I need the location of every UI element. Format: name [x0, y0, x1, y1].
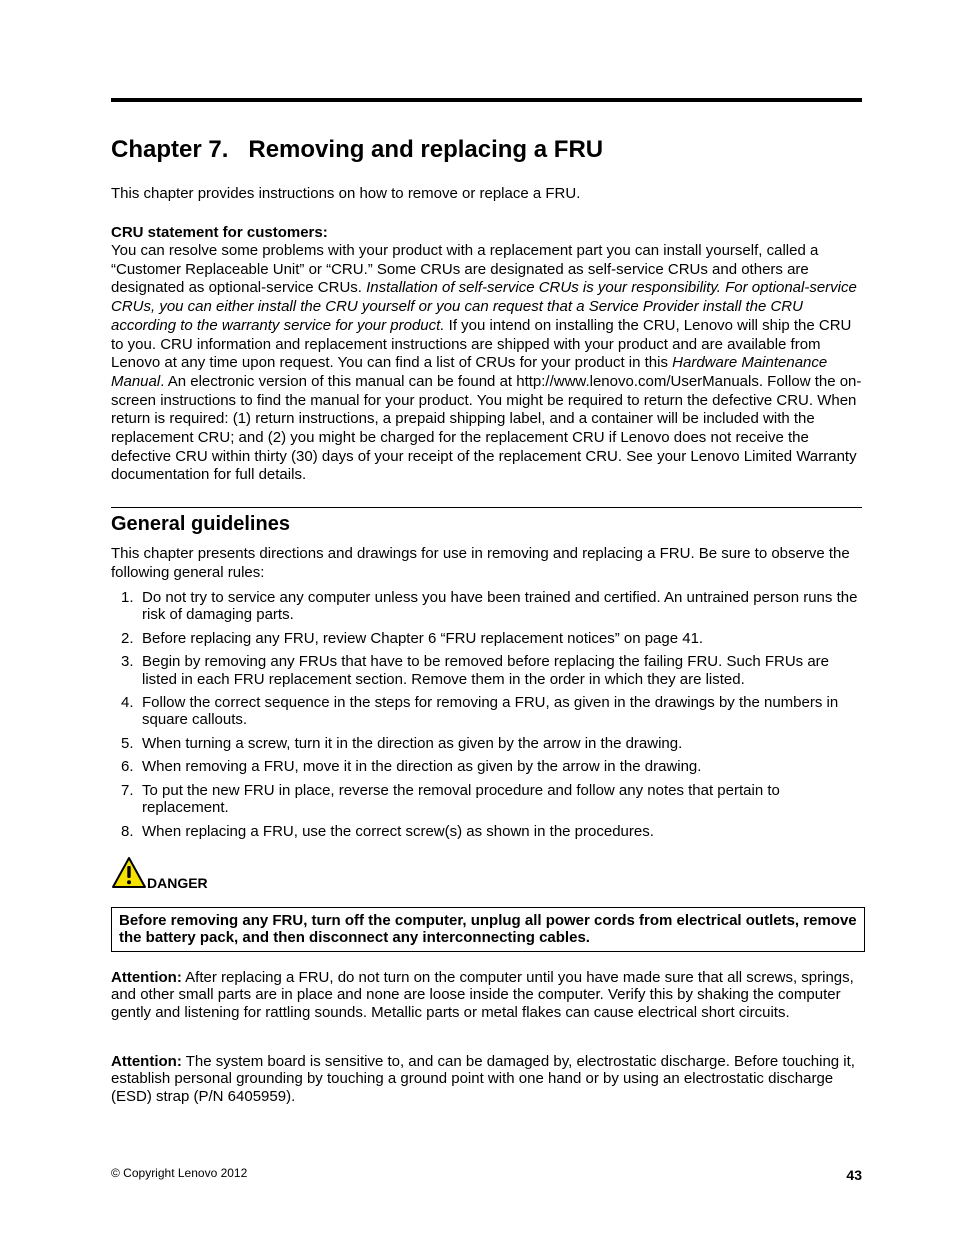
attention-label: Attention:: [111, 969, 182, 986]
chapter-name: Removing and replacing a FRU: [248, 136, 604, 163]
guidelines-intro: This chapter presents directions and drawings for use in removing and replacing a FRU. Be sure to observe the following general rules:: [111, 545, 850, 581]
list-number: 6.: [121, 758, 134, 776]
list-text: When turning a screw, turn it in the direction as given by the arrow in the drawing.: [142, 734, 683, 752]
cru-text-3: . An electronic version of this manual can be found at http://www.lenovo.com/UserManuals. Follow the on-screen instructions to find the manual for your product. You might be required to return the defective CRU. When return is required: (1) return instructions, a prepaid shipping label, and a container will be included with the replacement CRU; and (2) you might be charged for the replacement CRU if Lenovo does not receive the defective CRU within thirty (30) days of your receipt of the replacement CRU. See your Lenovo Limited Warranty documentation for full details.: [111, 372, 862, 484]
cru-manual-title: Hardware Maintenance Manual: [111, 354, 828, 390]
section-rule: [111, 507, 862, 508]
list-text: Before replacing any FRU, review Chapter 6 “FRU replacement notices” on page 41.: [142, 629, 704, 647]
chapter-title: [111, 134, 603, 166]
list-text: Do not try to service any computer unless you have been trained and certified. An untrained person runs the risk of damaging parts.: [142, 589, 858, 624]
list-text: When replacing a FRU, use the correct screw(s) as shown in the procedures.: [142, 822, 654, 840]
warning-triangle-icon: [111, 856, 147, 889]
list-item: [111, 630, 862, 647]
list-number: 1.: [121, 589, 134, 606]
list-item: [111, 694, 862, 729]
list-item: [111, 589, 862, 624]
list-item: [111, 758, 862, 775]
list-number: 5.: [121, 734, 134, 752]
list-text: Follow the correct sequence in the steps for removing a FRU, as given in the drawings by the numbers in square callouts.: [142, 694, 839, 729]
attention-text: The system board is sensitive to, and can be damaged by, electrostatic discharge. Before touching it, establish personal grounding by touching a ground point with one hand or by using an electrostatic discharge (ESD) strap (P/N 6405959).: [111, 1053, 855, 1105]
list-number: 2.: [121, 629, 134, 647]
chapter-intro: This chapter provides instructions on how to remove or replace a FRU.: [111, 185, 581, 202]
attention-notice-2: [111, 1053, 862, 1105]
list-item: [111, 653, 862, 688]
danger-heading: [111, 856, 411, 892]
list-number: 7.: [121, 781, 134, 799]
danger-notice: Before removing any FRU, turn off the computer, unplug all power cords from electrical outlets, remove the battery pack, and then disconnect any interconnecting cables.: [111, 907, 865, 952]
list-number: 8.: [121, 822, 134, 840]
list-text: When removing a FRU, move it in the direction as given by the arrow in the drawing.: [142, 758, 702, 776]
cru-heading: CRU statement for customers:: [111, 224, 328, 241]
section-title: General guidelines: [111, 513, 290, 535]
list-item: [111, 735, 862, 752]
attention-text: After replacing a FRU, do not turn on the computer until you have made sure that all screws, springs, and other small parts are in place and none are loose inside the computer. Verify this by shaking the computer gently and listening for rattling sounds. Metallic parts or metal flakes can cause electrical short circuits.: [111, 969, 854, 1021]
list-item: [111, 782, 862, 817]
list-text: Begin by removing any FRUs that have to be removed before replacing the failing FRU. Such FRUs are listed in each FRU replacement section. Remove them in the order in which they are listed.: [142, 653, 829, 688]
top-rule: [111, 98, 862, 102]
guidelines-list: [111, 589, 862, 846]
list-item: [111, 823, 862, 840]
attention-label: Attention:: [111, 1053, 182, 1070]
danger-label: DANGER: [147, 875, 208, 891]
page-number: 43: [846, 1167, 862, 1183]
attention-notice-1: [111, 969, 862, 1021]
list-text: To put the new FRU in place, reverse the removal procedure and follow any notes that pertain to replacement.: [142, 781, 780, 817]
cru-text-italic-1: Installation of self-service CRUs is your responsibility. For optional-service CRUs, you can either install the CRU yourself or you can request that a Service Provider install the CRU according to the warranty service for your product.: [111, 279, 857, 334]
copyright: © Copyright Lenovo 2012: [111, 1166, 248, 1180]
cru-text-1: You can resolve some problems with your product with a replacement part you can install yourself, called a “Customer Replaceable Unit” or “CRU.” Some CRUs are designated as self-service CRUs and others are designated as optional-service CRUs.: [111, 242, 819, 297]
list-number: 4.: [121, 694, 134, 712]
cru-statement: [111, 242, 862, 485]
cru-text-2: If you intend on installing the CRU, Lenovo will ship the CRU to you. CRU information and replacement instructions are shipped with your product and are available from Lenovo at any time upon request. You can find a list of CRUs for your product in this: [111, 316, 852, 372]
list-number: 3.: [121, 653, 134, 671]
chapter-number: Chapter 7.: [111, 136, 229, 163]
